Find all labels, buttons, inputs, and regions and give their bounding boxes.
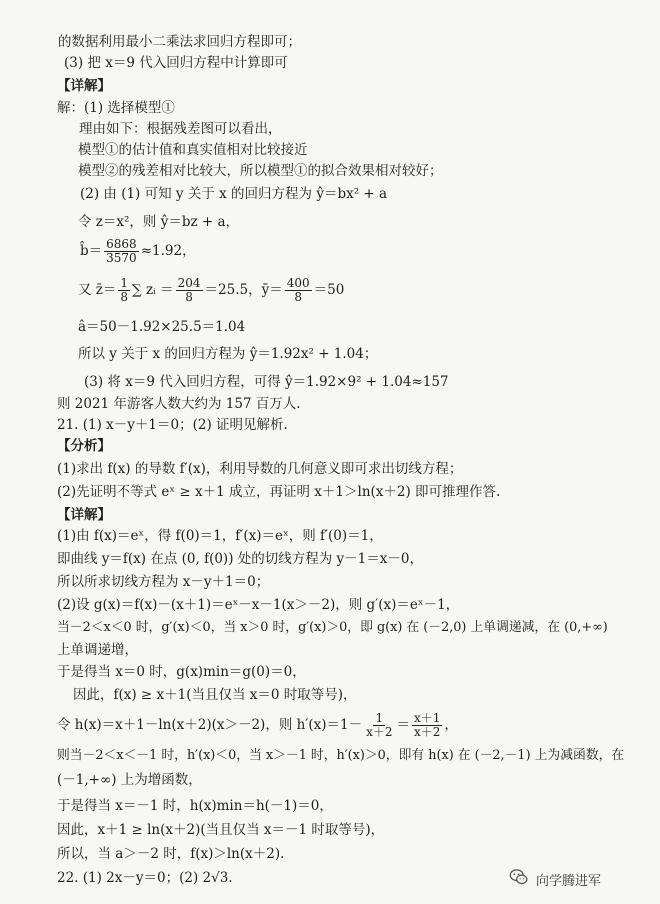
numerator: 6868 [106,237,137,251]
formula-text: ∑ zᵢ ＝ [132,282,174,298]
fraction [285,277,312,304]
section-heading: 【详解】 [57,507,111,523]
text-line: 当－2＜x＜0 时，g′(x)＜0，当 x＞0 时，g′(x)＞0，即 g(x) 在 (－2,0) 上单调递减，在 (0,+∞) [57,620,608,635]
numerator: 400 [286,276,310,290]
formula-text: ， [444,717,458,733]
text-line: 模型①的估计值和真实值相对比较接近 [78,142,308,158]
text-line: (1)求出 f(x) 的导数 f′(x)，利用导数的几何意义即可求出切线方程； [57,461,463,477]
denominator: x＋2 [414,725,441,739]
fraction [364,712,394,739]
text-line: 因此，f(x) ≥ x＋1(当且仅当 x＝0 时取等号)， [73,687,357,703]
text-line: 上单调递增， [57,642,138,658]
answer-line: 21. (1) x－y＋1＝0；(2) 证明见解析. [57,417,288,433]
wechat-icon [508,866,530,892]
formula-text: ＝50 [313,282,345,298]
text-line: (2)设 g(x)＝f(x)－(x＋1)＝eˣ－x－1(x＞－2)，则 g′(x)＝eˣ－1， [57,597,460,613]
text-line: 模型②的残差相对比较大，所以模型①的拟合效果相对较好； [78,163,443,179]
text-line: 理由如下：根据残差图可以看出， [79,121,282,137]
text-line: (3) 将 x＝9 代入回归方程，可得 ŷ＝1.92×9² + 1.04≈157 [84,374,449,390]
formula-line [57,712,458,739]
text-line: 的数据利用最小二乘法求回归方程即可； [58,34,301,50]
formula-line [78,277,344,304]
text-line: (1)由 f(x)＝eˣ，得 f(0)＝1，f′(x)＝eˣ，则 f′(0)＝1， [57,528,383,544]
fraction [104,238,139,265]
text-line: (2) 由 (1) 可知 y 关于 x 的回归方程为 ŷ＝bx² + a [80,186,388,202]
text-line: (－1,+∞) 上为增函数， [57,772,202,788]
section-heading: 【分析】 [57,438,111,454]
text-line: 所以所求切线方程为 x－y＋1＝0； [57,574,270,590]
numerator: 1 [375,711,384,725]
section-heading: 【详解】 [57,78,111,94]
watermark-text: 向学腾进军 [536,873,602,889]
formula-text: 令 h(x)＝x＋1－ln(x＋2)(x＞－2)，则 h′(x)＝1－ [57,717,363,733]
text-line: 因此，x＋1 ≥ ln(x＋2)(当且仅当 x＝－1 时取等号)， [57,822,385,838]
formula-text: ≈1.92， [140,243,196,259]
text-line: 即曲线 y＝f(x) 在点 (0, f(0)) 处的切线方程为 y－1＝x－0， [57,551,423,567]
text-line: 于是得当 x＝0 时，g(x)min＝g(0)＝0， [57,664,306,680]
numerator: x＋1 [414,711,441,725]
text-line: (3) 把 x＝9 代入回归方程中计算即可 [64,55,288,71]
formula-text: 又 z̄＝ [78,282,117,298]
text-line: 则当－2＜x＜－1 时，h′(x)＜0，当 x＞－1 时，h′(x)＞0，即有 h(x) 在 (－2,－1) 上为减函数，在 [57,748,625,763]
denominator: 3570 [106,251,137,265]
fraction [412,712,442,739]
denominator: 8 [185,290,193,304]
watermark [508,866,601,892]
text-line: 于是得当 x＝－1 时，h(x)min＝h(－1)＝0， [57,798,333,814]
formula-text: ＝25.5，ȳ＝ [204,282,283,298]
text-line: 所以 y 关于 x 的回归方程为 ŷ＝1.92x² + 1.04； [78,346,378,362]
numerator: 204 [177,276,201,290]
numerator: 1 [120,276,129,290]
fraction [118,277,130,304]
denominator: 8 [294,290,302,304]
text-line: 解：(1) 选择模型① [57,100,175,116]
text-line: 所以，当 a＞－2 时，f(x)＞ln(x＋2). [57,846,285,862]
text-line: 则 2021 年游客人数大约为 157 百万人. [57,396,301,412]
answer-line: 22. (1) 2x－y＝0；(2) 2√3. [57,870,233,886]
denominator: x＋2 [366,725,393,739]
text-line: 令 z＝x²，则 ŷ＝bz + a， [78,214,240,230]
formula-line [80,238,196,265]
fraction [176,277,203,304]
text-line: (2)先证明不等式 eˣ ≥ x＋1 成立，再证明 x＋1＞ln(x＋2) 即可推理作答. [57,484,501,500]
formula-text: b̂＝ [80,243,103,259]
denominator: 8 [120,290,129,304]
formula-line: â＝50－1.92×25.5＝1.04 [78,319,246,335]
formula-text: ＝ [396,717,411,733]
